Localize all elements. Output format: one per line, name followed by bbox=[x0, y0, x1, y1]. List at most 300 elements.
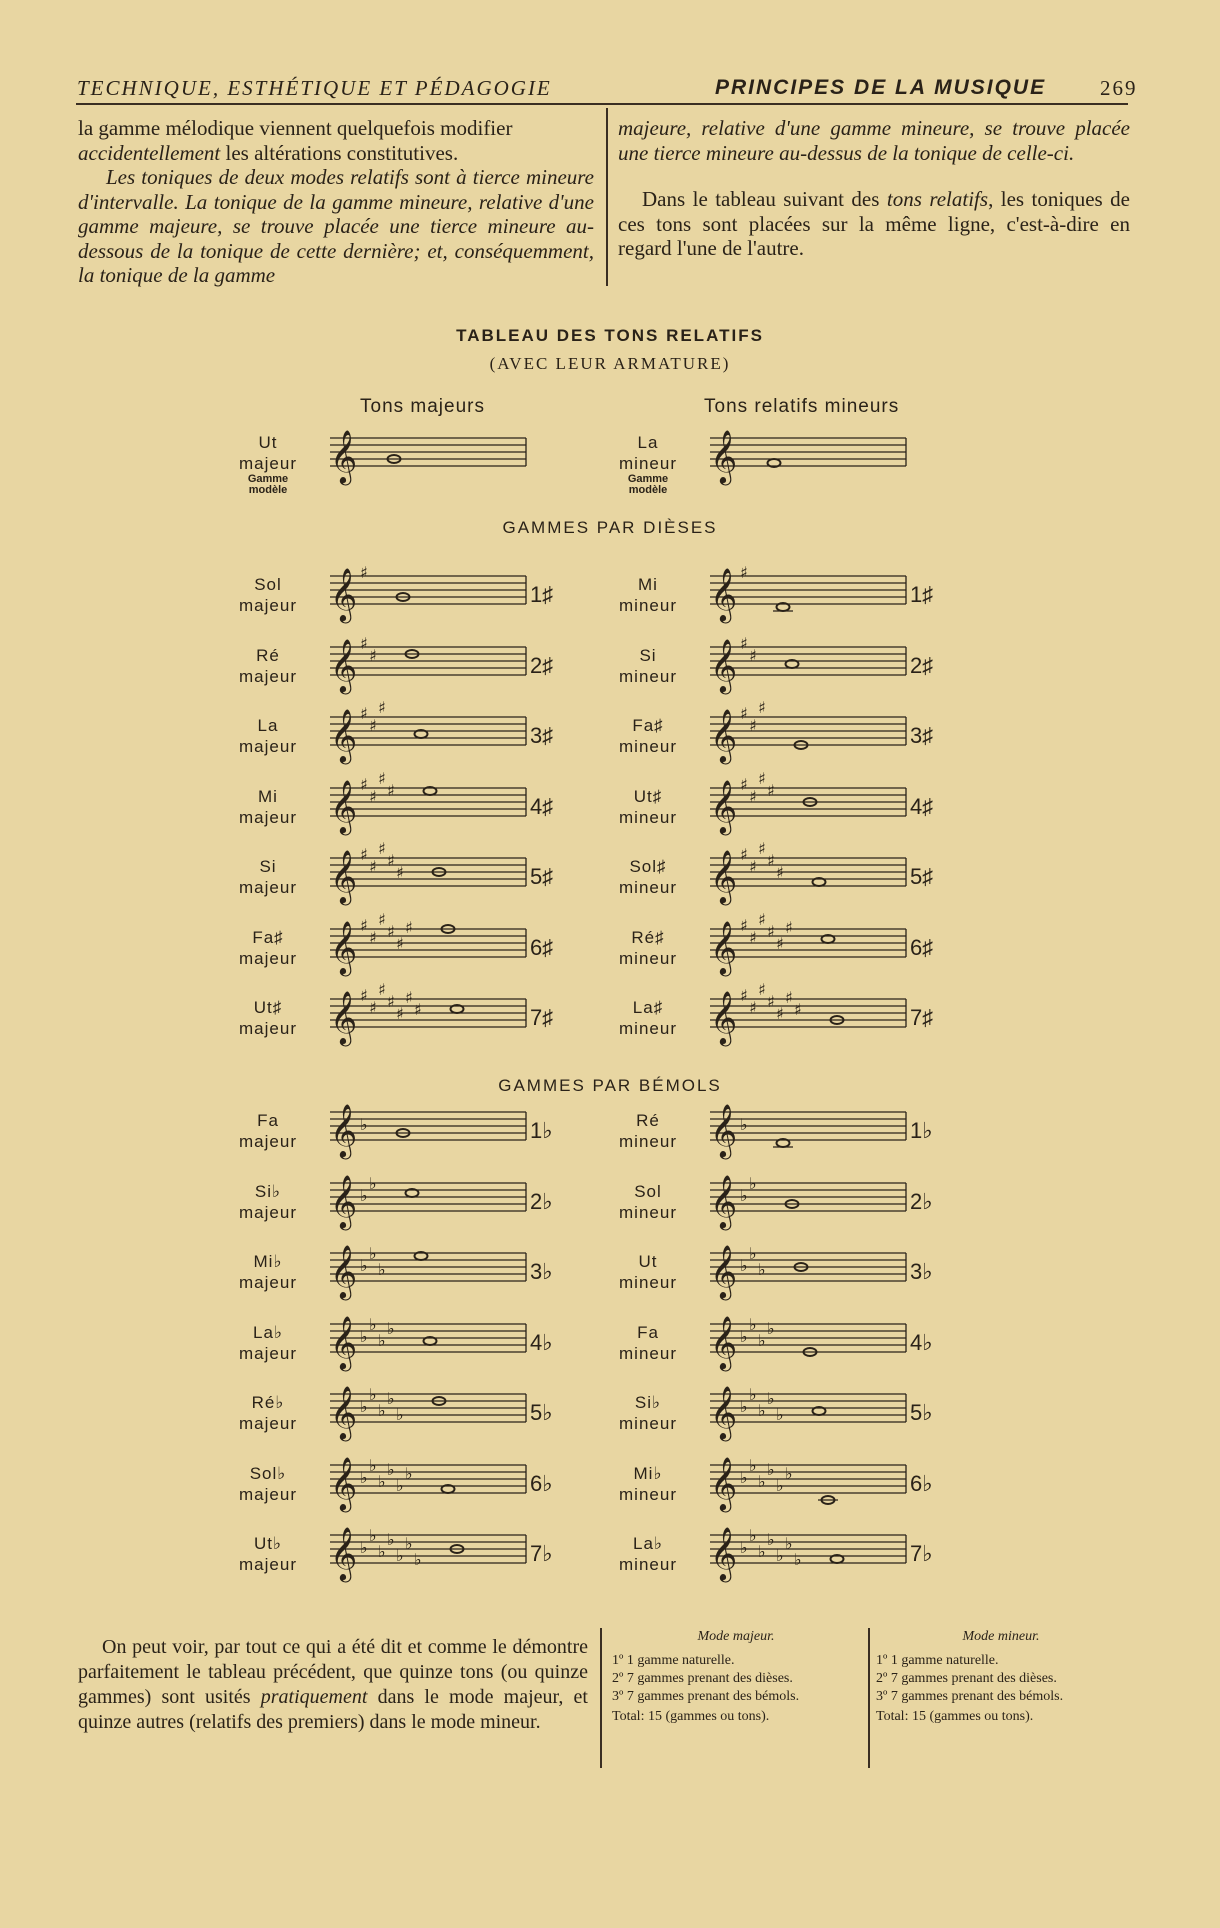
flat-minor-label-2-line-1: Sol bbox=[634, 1181, 662, 1201]
sharp-accidental-icon: ♯ bbox=[749, 645, 757, 665]
sharp-major-label-1 bbox=[226, 574, 310, 616]
flat-accidental-icon: ♭ bbox=[369, 1455, 377, 1475]
col-head-major: Tons majeurs bbox=[360, 396, 485, 417]
sharp-minor-label-1-line-1: Mi bbox=[638, 575, 658, 594]
sharp-accidental-icon: ♯ bbox=[767, 780, 775, 800]
model-minor-staff bbox=[710, 428, 910, 483]
flat-minor-label-6-line-1: Mi♭ bbox=[633, 1463, 663, 1483]
sharp-minor-count-7: 7♯ bbox=[910, 1005, 934, 1030]
flat-accidental-icon: ♭ bbox=[378, 1260, 386, 1279]
sharp-major-label-7-line-1: Ut♯ bbox=[253, 998, 283, 1017]
sharp-major-label-1-line-2: majeur bbox=[239, 596, 297, 615]
treble-clef-icon: 𝄞 bbox=[710, 429, 738, 483]
flat-minor-count-3: 3♭ bbox=[910, 1259, 933, 1284]
treble-clef-icon: 𝄞 bbox=[330, 708, 358, 762]
sharp-accidental-icon: ♯ bbox=[378, 839, 386, 858]
flat-accidental-icon: ♭ bbox=[749, 1526, 757, 1545]
flat-major-label-1-line-2: majeur bbox=[239, 1132, 297, 1151]
flat-accidental-icon: ♭ bbox=[387, 1318, 395, 1338]
flat-major-staff-1 bbox=[330, 1102, 530, 1157]
sharp-minor-staff-6 bbox=[710, 909, 910, 974]
intro-right-b: , les toniques de ces tons sont placées sur la même ligne, c'est-à-dire en regard l'une de l'autre. bbox=[618, 187, 1130, 260]
sharp-accidental-icon: ♯ bbox=[360, 563, 368, 582]
flat-major-label-3 bbox=[226, 1251, 310, 1293]
flat-accidental-icon: ♭ bbox=[360, 1397, 368, 1416]
mode-major-item-1: 1º 1 gamme naturelle. bbox=[612, 1653, 735, 1668]
table-subtitle: (AVEC LEUR ARMATURE) bbox=[489, 354, 731, 373]
flat-major-staff-3 bbox=[330, 1243, 530, 1298]
sharp-major-staff-1 bbox=[330, 563, 530, 621]
treble-clef-icon: 𝄞 bbox=[710, 1244, 738, 1298]
flat-minor-label-3-line-1: Ut bbox=[638, 1252, 658, 1271]
flat-accidental-icon: ♭ bbox=[758, 1260, 766, 1279]
sharp-accidental-icon: ♯ bbox=[758, 909, 766, 929]
sharp-minor-label-2-line-1: Si bbox=[639, 645, 657, 665]
sharp-accidental-icon: ♯ bbox=[758, 768, 766, 788]
sharp-major-label-4-line-1: Mi bbox=[258, 786, 278, 806]
intro-accidentellement: accidentellement bbox=[78, 140, 221, 165]
flat-accidental-icon: ♭ bbox=[767, 1530, 775, 1549]
flat-major-label-5 bbox=[226, 1392, 310, 1434]
sharp-major-label-2 bbox=[226, 645, 310, 687]
flat-major-label-1-line-1: Fa bbox=[257, 1111, 279, 1130]
treble-clef-icon: 𝄞 bbox=[710, 1385, 738, 1439]
flat-minor-staff-3 bbox=[710, 1243, 910, 1298]
sharp-major-label-2-line-1: Ré bbox=[256, 645, 280, 665]
sharp-major-staff-5 bbox=[330, 839, 530, 903]
sharp-minor-staff-1 bbox=[710, 563, 910, 621]
treble-clef-icon: 𝄞 bbox=[330, 1173, 358, 1228]
treble-clef-icon: 𝄞 bbox=[710, 778, 738, 833]
flat-minor-staff-6 bbox=[710, 1455, 910, 1510]
sharp-accidental-icon: ♯ bbox=[360, 633, 368, 653]
sharp-minor-count-5: 5♯ bbox=[910, 864, 934, 889]
sharp-accidental-icon: ♯ bbox=[794, 1000, 802, 1019]
flat-accidental-icon: ♭ bbox=[369, 1244, 377, 1263]
flat-major-label-3-line-1: Mi♭ bbox=[253, 1252, 283, 1271]
sharp-accidental-icon: ♯ bbox=[767, 921, 775, 941]
flat-accidental-icon: ♭ bbox=[414, 1550, 422, 1569]
treble-clef-icon: 𝄞 bbox=[710, 1455, 738, 1510]
mode-major-title: Mode majeur. bbox=[697, 1629, 775, 1644]
flat-accidental-icon: ♭ bbox=[378, 1330, 386, 1350]
sharps-heading: GAMMES PAR DIÈSES bbox=[502, 518, 718, 537]
sharp-major-label-4 bbox=[226, 786, 310, 828]
sharp-minor-count-4: 4♯ bbox=[910, 793, 934, 819]
sharp-minor-label-6-line-2: mineur bbox=[619, 948, 677, 968]
sharp-major-label-1-line-1: Sol bbox=[254, 575, 282, 594]
table-title: TABLEAU DES TONS RELATIFS bbox=[456, 326, 764, 345]
flats-heading: GAMMES PAR BÉMOLS bbox=[498, 1076, 722, 1095]
closing-paragraph bbox=[78, 1635, 588, 1735]
flat-minor-label-7-line-1: La♭ bbox=[633, 1534, 663, 1553]
flat-major-label-7-line-1: Ut♭ bbox=[253, 1534, 283, 1553]
intro-right-a: Dans le tableau suivant des bbox=[642, 187, 887, 211]
flat-minor-label-2-line-2: mineur bbox=[619, 1202, 677, 1222]
treble-clef-icon: 𝄞 bbox=[710, 1103, 738, 1157]
flat-minor-count-6: 6♭ bbox=[910, 1470, 933, 1496]
flat-major-staff-7 bbox=[330, 1525, 530, 1580]
treble-clef-icon: 𝄞 bbox=[710, 849, 738, 903]
sharp-major-staff-4 bbox=[330, 768, 530, 833]
sharp-minor-staff-2 bbox=[710, 633, 910, 692]
flat-accidental-icon: ♭ bbox=[740, 1397, 748, 1416]
treble-clef-icon: 𝄞 bbox=[330, 990, 358, 1044]
flat-accidental-icon: ♭ bbox=[749, 1314, 757, 1334]
sharp-accidental-icon: ♯ bbox=[749, 857, 757, 876]
flat-major-count-3: 3♭ bbox=[530, 1259, 553, 1284]
flat-accidental-icon: ♭ bbox=[360, 1115, 368, 1134]
treble-clef-icon: 𝄞 bbox=[330, 1244, 358, 1298]
sharp-accidental-icon: ♯ bbox=[369, 998, 377, 1017]
sharp-minor-label-6 bbox=[606, 927, 690, 969]
flat-accidental-icon: ♭ bbox=[758, 1542, 766, 1561]
sharp-minor-count-1: 1♯ bbox=[910, 582, 934, 607]
sharp-major-label-7 bbox=[226, 997, 310, 1039]
model-minor-label-line-2: mineur bbox=[619, 454, 677, 473]
column-divider bbox=[606, 108, 608, 286]
sharp-accidental-icon: ♯ bbox=[360, 845, 368, 864]
mode-minor-item-1: 1º 1 gamme naturelle. bbox=[876, 1653, 999, 1668]
sharp-major-label-6-line-2: majeur bbox=[239, 948, 297, 968]
flat-accidental-icon: ♭ bbox=[758, 1471, 766, 1491]
sharp-accidental-icon: ♯ bbox=[378, 768, 386, 788]
sharp-accidental-icon: ♯ bbox=[387, 921, 395, 941]
sharp-minor-label-4-line-1: Ut♯ bbox=[633, 786, 663, 806]
flat-minor-count-2: 2♭ bbox=[910, 1188, 933, 1214]
flat-minor-count-5: 5♭ bbox=[910, 1400, 933, 1425]
sharp-accidental-icon: ♯ bbox=[740, 986, 748, 1005]
intro-right-tons-relatifs: tons relatifs bbox=[886, 187, 989, 211]
sharp-accidental-icon: ♯ bbox=[740, 563, 748, 582]
flat-accidental-icon: ♭ bbox=[360, 1185, 368, 1205]
sharp-accidental-icon: ♯ bbox=[378, 980, 386, 999]
treble-clef-icon: 𝄞 bbox=[710, 1173, 738, 1228]
flat-major-count-1: 1♭ bbox=[530, 1118, 553, 1143]
flat-major-count-7: 7♭ bbox=[530, 1541, 553, 1566]
treble-clef-icon: 𝄞 bbox=[330, 778, 358, 833]
sharp-accidental-icon: ♯ bbox=[776, 933, 784, 953]
flat-major-staff-5 bbox=[330, 1384, 530, 1439]
flat-minor-staff-4 bbox=[710, 1314, 910, 1369]
flat-minor-label-4-line-1: Fa bbox=[637, 1322, 659, 1342]
flat-major-label-2 bbox=[226, 1181, 310, 1223]
sharp-major-staff-2 bbox=[330, 633, 530, 692]
mode-minor-total: Total: 15 (gammes ou tons). bbox=[876, 1709, 1034, 1724]
sharp-accidental-icon: ♯ bbox=[396, 933, 404, 953]
sharp-accidental-icon: ♯ bbox=[776, 1004, 784, 1023]
sharp-major-count-1: 1♯ bbox=[530, 582, 554, 607]
treble-clef-icon: 𝄞 bbox=[330, 637, 358, 692]
sharp-major-label-5 bbox=[226, 856, 310, 898]
sharp-major-label-7-line-2: majeur bbox=[239, 1019, 297, 1038]
sharp-minor-label-1-line-2: mineur bbox=[619, 596, 677, 615]
sharp-accidental-icon: ♯ bbox=[758, 839, 766, 858]
sharp-major-label-2-line-2: majeur bbox=[239, 666, 297, 686]
flat-accidental-icon: ♭ bbox=[740, 1538, 748, 1557]
mode-divider-right bbox=[868, 1628, 870, 1768]
treble-clef-icon: 𝄞 bbox=[710, 1314, 738, 1369]
intro-right-column bbox=[618, 116, 1130, 261]
sharp-major-label-4-line-2: majeur bbox=[239, 807, 297, 827]
intro-left-line2 bbox=[78, 141, 594, 166]
sharp-major-count-4: 4♯ bbox=[530, 793, 554, 819]
flat-minor-label-1-line-2: mineur bbox=[619, 1132, 677, 1151]
flat-major-label-4-line-1: La♭ bbox=[253, 1322, 283, 1342]
sharp-minor-count-3: 3♯ bbox=[910, 723, 934, 748]
sharp-accidental-icon: ♯ bbox=[414, 1000, 422, 1019]
sharp-minor-count-6: 6♯ bbox=[910, 934, 934, 960]
treble-clef-icon: 𝄞 bbox=[710, 919, 738, 974]
flat-major-count-5: 5♭ bbox=[530, 1400, 553, 1425]
sharp-major-label-6 bbox=[226, 927, 310, 969]
flat-minor-label-7 bbox=[606, 1533, 690, 1575]
flat-major-label-7 bbox=[226, 1533, 310, 1575]
flat-minor-label-2 bbox=[606, 1181, 690, 1223]
sharp-accidental-icon: ♯ bbox=[369, 857, 377, 876]
sharp-accidental-icon: ♯ bbox=[785, 988, 793, 1007]
model-minor-label bbox=[606, 432, 690, 496]
flat-major-label-4 bbox=[226, 1322, 310, 1364]
flat-minor-label-4 bbox=[606, 1322, 690, 1364]
mode-minor-item-2: 2º 7 gammes prenant des dièses. bbox=[876, 1671, 1057, 1686]
sharp-minor-staff-7 bbox=[710, 980, 910, 1044]
flat-accidental-icon: ♭ bbox=[378, 1401, 386, 1420]
model-major-label bbox=[226, 432, 310, 496]
intro-right-paragraph bbox=[618, 187, 1130, 261]
flat-accidental-icon: ♭ bbox=[369, 1385, 377, 1404]
flat-accidental-icon: ♭ bbox=[378, 1471, 386, 1491]
treble-clef-icon: 𝄞 bbox=[330, 1526, 358, 1580]
flat-accidental-icon: ♭ bbox=[776, 1546, 784, 1565]
model-minor-label-line-1: La bbox=[637, 433, 659, 452]
flat-accidental-icon: ♭ bbox=[360, 1256, 368, 1275]
flat-minor-count-1: 1♭ bbox=[910, 1118, 933, 1143]
sharp-accidental-icon: ♯ bbox=[360, 774, 368, 794]
flat-accidental-icon: ♭ bbox=[396, 1405, 404, 1424]
sharp-major-label-3-line-2: majeur bbox=[239, 737, 297, 756]
treble-clef-icon: 𝄞 bbox=[330, 1314, 358, 1369]
flat-accidental-icon: ♭ bbox=[360, 1538, 368, 1557]
sharp-accidental-icon: ♯ bbox=[378, 698, 386, 717]
sharp-accidental-icon: ♯ bbox=[387, 780, 395, 800]
flat-accidental-icon: ♭ bbox=[369, 1526, 377, 1545]
flat-minor-label-3 bbox=[606, 1251, 690, 1293]
flat-accidental-icon: ♭ bbox=[369, 1314, 377, 1334]
sharp-accidental-icon: ♯ bbox=[785, 917, 793, 937]
sharp-accidental-icon: ♯ bbox=[396, 863, 404, 882]
sharp-minor-staff-5 bbox=[710, 839, 910, 903]
sharp-accidental-icon: ♯ bbox=[369, 716, 377, 735]
sharp-accidental-icon: ♯ bbox=[387, 992, 395, 1011]
page-number: 269 bbox=[1100, 76, 1138, 100]
flat-major-label-2-line-1: Si♭ bbox=[254, 1181, 282, 1201]
sharp-accidental-icon: ♯ bbox=[758, 980, 766, 999]
sharp-minor-label-7-line-1: La♯ bbox=[632, 998, 664, 1017]
intro-left-column bbox=[78, 116, 594, 288]
flat-minor-count-4: 4♭ bbox=[910, 1329, 933, 1355]
treble-clef-icon: 𝄞 bbox=[330, 919, 358, 974]
flat-major-label-4-line-2: majeur bbox=[239, 1343, 297, 1363]
model-minor-label-line-4: modèle bbox=[628, 484, 668, 496]
sharp-accidental-icon: ♯ bbox=[396, 1004, 404, 1023]
flat-accidental-icon: ♭ bbox=[387, 1389, 395, 1408]
flat-accidental-icon: ♭ bbox=[758, 1330, 766, 1350]
sharp-accidental-icon: ♯ bbox=[776, 863, 784, 882]
flat-accidental-icon: ♭ bbox=[785, 1463, 793, 1483]
flat-minor-count-7: 7♭ bbox=[910, 1541, 933, 1566]
sharp-minor-label-1 bbox=[606, 574, 690, 616]
flat-accidental-icon: ♭ bbox=[767, 1389, 775, 1408]
running-header-left: TECHNIQUE, ESTHÉTIQUE ET PÉDAGOGIE bbox=[77, 76, 552, 100]
flat-accidental-icon: ♭ bbox=[360, 1326, 368, 1346]
flat-major-label-5-line-2: majeur bbox=[239, 1414, 297, 1433]
sharp-accidental-icon: ♯ bbox=[405, 917, 413, 937]
flat-accidental-icon: ♭ bbox=[776, 1475, 784, 1495]
flat-accidental-icon: ♭ bbox=[740, 1326, 748, 1346]
sharp-major-count-2: 2♯ bbox=[530, 652, 554, 678]
sharp-minor-label-6-line-1: Ré♯ bbox=[631, 927, 665, 947]
sharp-major-label-3-line-1: La bbox=[257, 716, 279, 735]
flat-minor-staff-5 bbox=[710, 1384, 910, 1439]
flat-major-label-1 bbox=[226, 1110, 310, 1152]
treble-clef-icon: 𝄞 bbox=[330, 1455, 358, 1510]
sharp-accidental-icon: ♯ bbox=[387, 851, 395, 870]
model-major-label-line-4: modèle bbox=[248, 484, 288, 496]
flat-accidental-icon: ♭ bbox=[758, 1401, 766, 1420]
sharp-accidental-icon: ♯ bbox=[767, 992, 775, 1011]
sharp-accidental-icon: ♯ bbox=[369, 645, 377, 665]
sharp-major-count-6: 6♯ bbox=[530, 934, 554, 960]
sharp-accidental-icon: ♯ bbox=[749, 786, 757, 806]
flat-minor-label-5-line-2: mineur bbox=[619, 1414, 677, 1433]
treble-clef-icon: 𝄞 bbox=[330, 1103, 358, 1157]
sharp-accidental-icon: ♯ bbox=[740, 704, 748, 723]
flat-accidental-icon: ♭ bbox=[749, 1385, 757, 1404]
flat-major-label-5-line-1: Ré♭ bbox=[251, 1393, 285, 1412]
sharp-accidental-icon: ♯ bbox=[360, 986, 368, 1005]
sharp-major-count-5: 5♯ bbox=[530, 864, 554, 889]
flat-accidental-icon: ♭ bbox=[767, 1318, 775, 1338]
flat-minor-staff-7 bbox=[710, 1525, 910, 1580]
treble-clef-icon: 𝄞 bbox=[710, 1526, 738, 1580]
sharp-major-label-3 bbox=[226, 715, 310, 757]
treble-clef-icon: 𝄞 bbox=[330, 567, 358, 621]
flat-major-count-6: 6♭ bbox=[530, 1470, 553, 1496]
flat-accidental-icon: ♭ bbox=[378, 1542, 386, 1561]
flat-minor-label-7-line-2: mineur bbox=[619, 1555, 677, 1574]
sharp-major-label-5-line-1: Si bbox=[259, 857, 277, 876]
model-major-label-line-2: majeur bbox=[239, 454, 297, 473]
mode-major-item-3: 3º 7 gammes prenant des bémols. bbox=[612, 1689, 800, 1704]
flat-accidental-icon: ♭ bbox=[387, 1459, 395, 1479]
flat-accidental-icon: ♭ bbox=[749, 1455, 757, 1475]
intro-right-italic: majeure, relative d'une gamme mineure, se trouve placée une tierce mineure au-dessus de la tonique de celle-ci. bbox=[618, 116, 1130, 165]
sharp-accidental-icon: ♯ bbox=[369, 786, 377, 806]
mode-major-box bbox=[612, 1628, 860, 1726]
sharp-accidental-icon: ♯ bbox=[740, 845, 748, 864]
flat-minor-label-1-line-1: Ré bbox=[636, 1111, 660, 1130]
sharp-major-staff-7 bbox=[330, 980, 530, 1044]
mode-minor-box bbox=[876, 1628, 1126, 1726]
intro-left-line1: la gamme mélodique viennent quelquefois modifier bbox=[78, 116, 513, 140]
model-minor-label-line-3: Gamme bbox=[627, 473, 669, 485]
flat-accidental-icon: ♭ bbox=[767, 1459, 775, 1479]
sharp-major-staff-3 bbox=[330, 698, 530, 762]
sharp-minor-label-7 bbox=[606, 997, 690, 1039]
flat-major-label-6-line-1: Sol♭ bbox=[249, 1463, 287, 1483]
flat-accidental-icon: ♭ bbox=[360, 1467, 368, 1487]
sharp-minor-label-3-line-1: Fa♯ bbox=[632, 716, 664, 735]
sharp-minor-label-3 bbox=[606, 715, 690, 757]
flat-minor-label-1 bbox=[606, 1110, 690, 1152]
sharp-minor-label-2-line-2: mineur bbox=[619, 666, 677, 686]
mode-divider-left bbox=[600, 1628, 602, 1768]
sharp-minor-label-2 bbox=[606, 645, 690, 687]
flat-accidental-icon: ♭ bbox=[740, 1115, 748, 1134]
mode-minor-title: Mode mineur. bbox=[962, 1629, 1040, 1644]
model-major-staff bbox=[330, 428, 530, 483]
flat-major-count-2: 2♭ bbox=[530, 1188, 553, 1214]
sharp-accidental-icon: ♯ bbox=[740, 915, 748, 935]
mode-major-item-2: 2º 7 gammes prenant des dièses. bbox=[612, 1671, 793, 1686]
treble-clef-icon: 𝄞 bbox=[330, 849, 358, 903]
sharp-minor-label-5 bbox=[606, 856, 690, 898]
sharp-minor-staff-3 bbox=[710, 698, 910, 762]
flat-accidental-icon: ♭ bbox=[740, 1185, 748, 1205]
sharp-minor-label-5-line-1: Sol♯ bbox=[629, 857, 667, 876]
sharp-major-staff-6 bbox=[330, 909, 530, 974]
model-major-label-line-3: Gamme bbox=[247, 473, 289, 485]
flat-major-label-6-line-2: majeur bbox=[239, 1484, 297, 1504]
sharp-accidental-icon: ♯ bbox=[360, 704, 368, 723]
sharp-minor-staff-4 bbox=[710, 768, 910, 833]
flat-minor-label-3-line-2: mineur bbox=[619, 1273, 677, 1292]
mode-major-total: Total: 15 (gammes ou tons). bbox=[612, 1709, 770, 1724]
flat-minor-staff-1 bbox=[710, 1102, 910, 1157]
flat-accidental-icon: ♭ bbox=[396, 1475, 404, 1495]
flat-major-staff-4 bbox=[330, 1314, 530, 1369]
sharp-minor-label-7-line-2: mineur bbox=[619, 1019, 677, 1038]
treble-clef-icon: 𝄞 bbox=[330, 1385, 358, 1439]
header-rule bbox=[76, 103, 1128, 105]
closing-a: On peut voir, par tout ce qui a été dit et comme le démontre parfaitement le tableau précédent, que quinze tons (ou quinze gammes) sont usités bbox=[78, 1636, 588, 1708]
intro-left-italic: Les toniques de deux modes relatifs sont à tierce mineure d'intervalle. La tonique de la gamme mineure, relative d'une gamme majeure, se trouve placée une tierce mineure au-dessous de la tonique de cette dernière; et, conséquemment, la tonique de la gamme bbox=[78, 165, 594, 287]
sharp-major-count-3: 3♯ bbox=[530, 723, 554, 748]
treble-clef-icon: 𝄞 bbox=[710, 708, 738, 762]
flat-accidental-icon: ♭ bbox=[396, 1546, 404, 1565]
col-head-minor: Tons relatifs mineurs bbox=[704, 396, 900, 417]
sharp-minor-count-2: 2♯ bbox=[910, 652, 934, 678]
treble-clef-icon: 𝄞 bbox=[710, 567, 738, 621]
flat-minor-label-6 bbox=[606, 1463, 690, 1505]
treble-clef-icon: 𝄞 bbox=[710, 990, 738, 1044]
flat-accidental-icon: ♭ bbox=[749, 1173, 757, 1193]
sharp-major-count-7: 7♯ bbox=[530, 1005, 554, 1030]
sharp-minor-label-3-line-2: mineur bbox=[619, 737, 677, 756]
sharp-accidental-icon: ♯ bbox=[740, 774, 748, 794]
sharp-accidental-icon: ♯ bbox=[378, 909, 386, 929]
flat-accidental-icon: ♭ bbox=[405, 1463, 413, 1483]
sharp-accidental-icon: ♯ bbox=[767, 851, 775, 870]
closing-pratiquement: pratiquement bbox=[260, 1686, 368, 1708]
flat-minor-label-4-line-2: mineur bbox=[619, 1343, 677, 1363]
flat-major-label-2-line-2: majeur bbox=[239, 1202, 297, 1222]
treble-clef-icon: 𝄞 bbox=[710, 637, 738, 692]
flat-minor-label-6-line-2: mineur bbox=[619, 1484, 677, 1504]
flat-major-label-7-line-2: majeur bbox=[239, 1555, 297, 1574]
flat-accidental-icon: ♭ bbox=[794, 1550, 802, 1569]
